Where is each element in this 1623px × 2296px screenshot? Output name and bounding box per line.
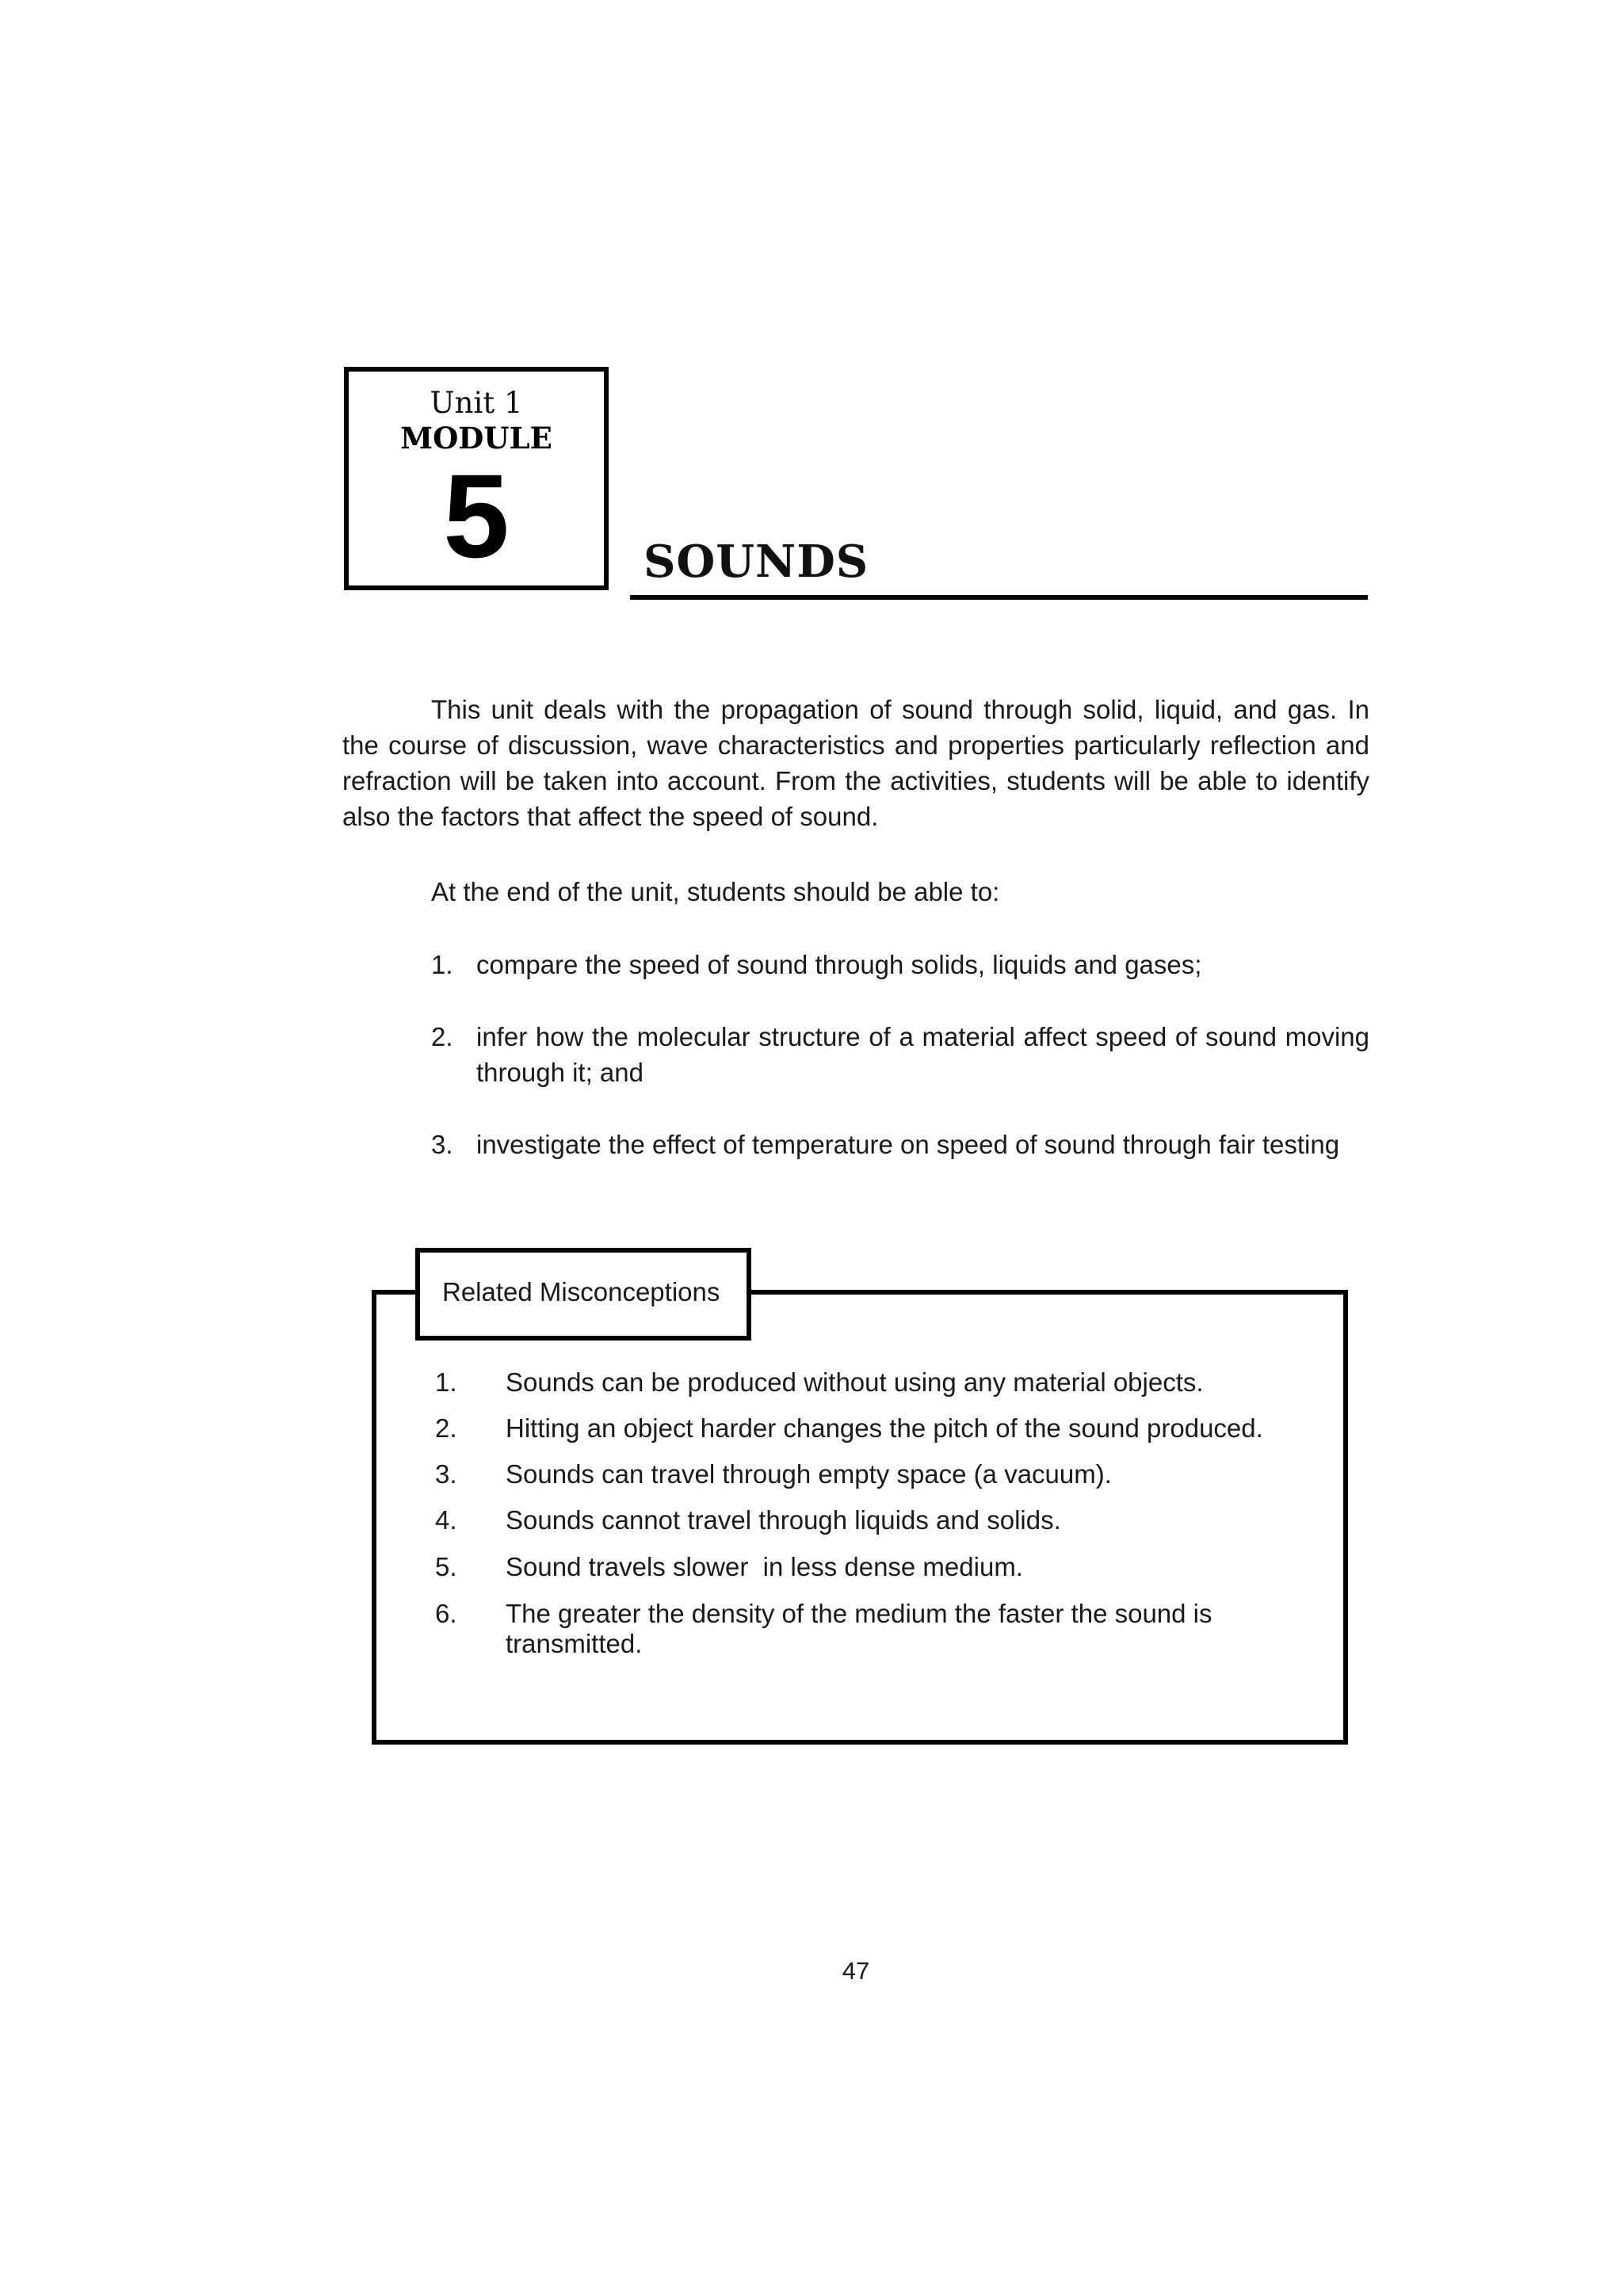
page-title: SOUNDS [643,536,869,588]
objective-text: infer how the molecular structure of a material affect speed of sound moving through it; and [476,1022,1369,1087]
misconception-number: 6. [435,1599,457,1628]
misconception-number: 3. [435,1459,457,1489]
module-number: 5 [443,449,510,582]
misconception-text: Sound travels slower in less dense medium. [506,1552,1023,1581]
intro-text: This unit deals with the propagation of sound through solid, liquid, and gas. In the course of discussion, wave characteristics and properties particularly reflection and refraction will be taken into account. From the activities, students will be able to identify also the factors that affect the speed of sound. [342,695,1369,831]
misconception-number: 1. [435,1367,457,1397]
objective-text: compare the speed of sound through solids, liquids and gases; [476,950,1202,979]
misconception-number: 5. [435,1552,457,1581]
misconceptions-title: Related Misconceptions [442,1277,720,1306]
misconception-text: Sounds can be produced without using any material objects. [506,1367,1204,1397]
objective-text: investigate the effect of temperature on speed of sound through fair testing [476,1130,1340,1159]
intro-paragraph [342,692,1369,834]
unit-label: Unit 1 [430,386,523,420]
misconceptions-tab [415,1248,751,1341]
title-underline [630,595,1368,600]
misconception-number: 4. [435,1505,457,1535]
objective-number: 1. [431,950,453,979]
misconception-number: 2. [435,1413,457,1443]
objective-number: 3. [431,1130,453,1159]
module-label: MODULE [400,421,552,456]
module-badge [344,367,609,590]
misconception-text: Sounds can travel through empty space (a vacuum). [506,1459,1112,1489]
misconception-text: Hitting an object harder changes the pitch of the sound produced. [506,1413,1263,1443]
misconception-text: Sounds cannot travel through liquids and solids. [506,1505,1061,1535]
objective-number: 2. [431,1022,453,1051]
page-number: 47 [842,1957,870,1985]
misconception-text: The greater the density of the medium the faster the sound is transmitted. [506,1599,1212,1658]
objectives-lead: At the end of the unit, students should be able to: [431,877,1000,906]
